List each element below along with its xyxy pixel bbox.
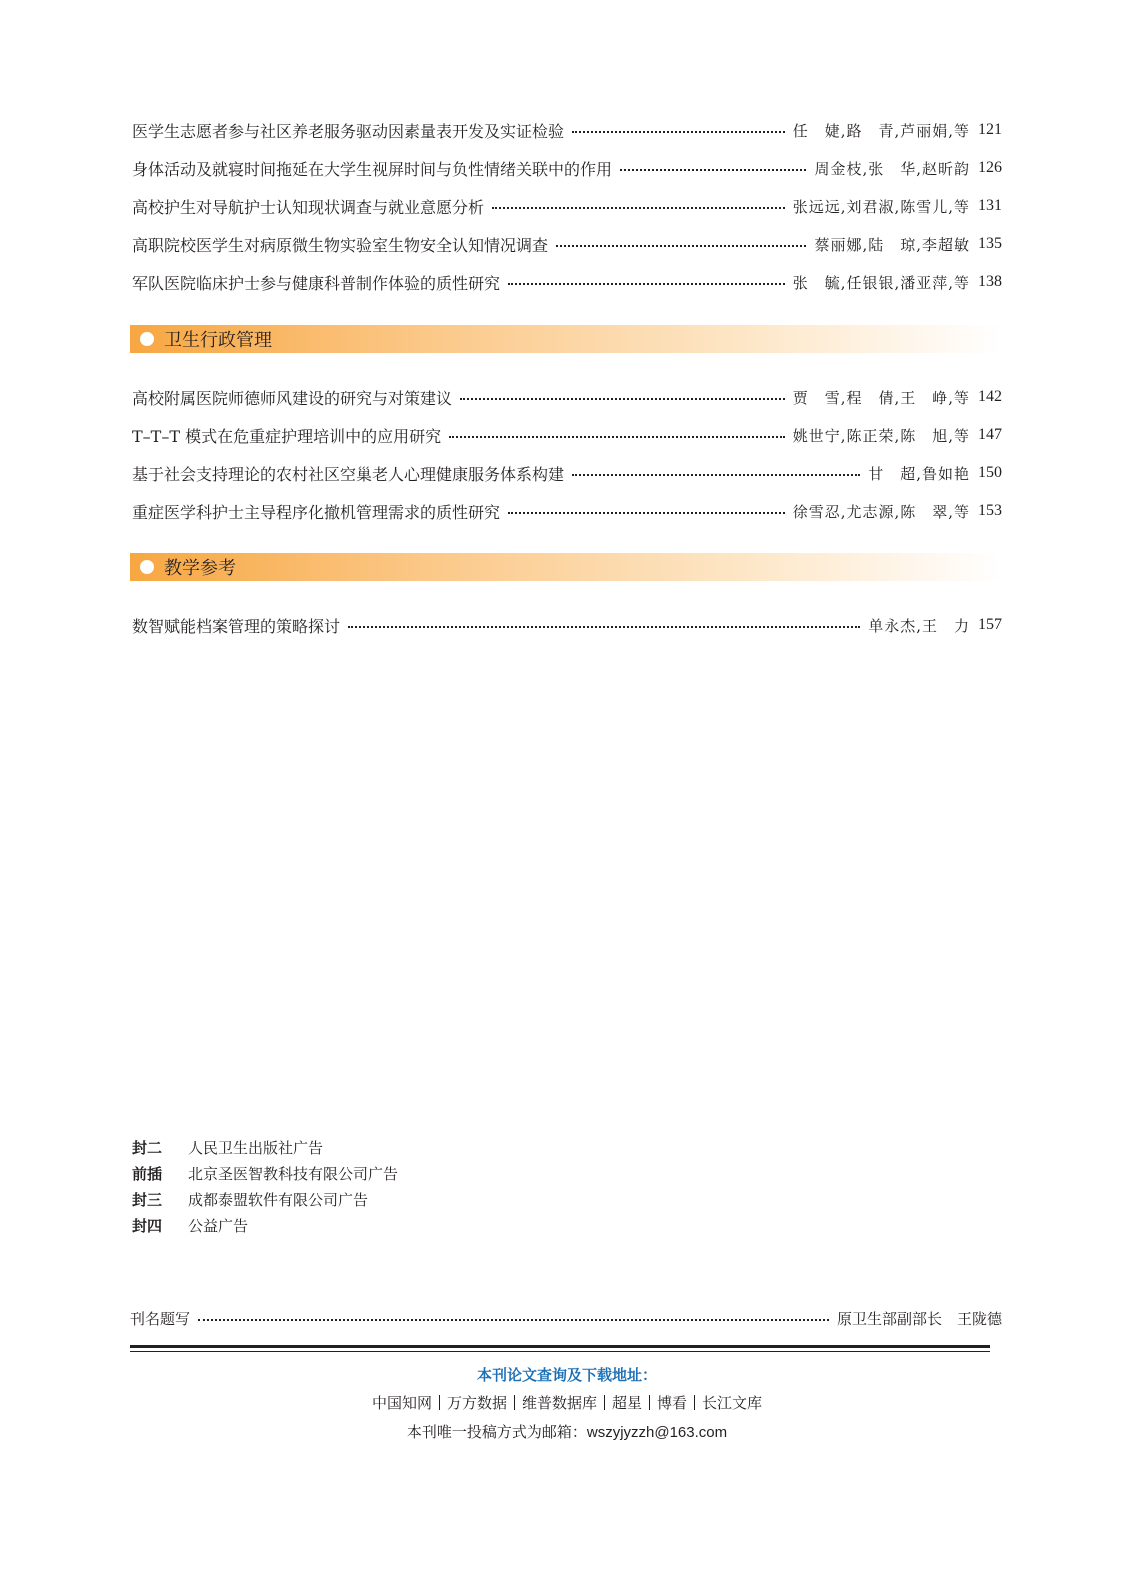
toc-entry[interactable] (132, 111, 1002, 149)
ad-label: 封三 (132, 1191, 163, 1209)
bullet-icon (140, 332, 154, 346)
ad-item (132, 1186, 398, 1212)
leader-dots (572, 474, 860, 476)
leader-dots (449, 436, 785, 438)
entry-page: 131 (978, 197, 1002, 214)
separator (694, 1395, 695, 1410)
entry-title: 基于社会支持理论的农村社区空巢老人心理健康服务体系构建 (132, 464, 565, 484)
toc-entry[interactable] (132, 378, 1002, 416)
database-link[interactable]: 维普数据库 (521, 1395, 597, 1412)
ad-label: 封二 (132, 1139, 163, 1157)
entry-authors: 贾 雪,程 倩,王 峥,等 (792, 388, 970, 407)
entry-authors: 甘 超,鲁如艳 (868, 464, 970, 483)
leader-dots (556, 245, 806, 247)
entry-authors: 周金枝,张 华,赵昕韵 (814, 159, 970, 178)
entry-page: 126 (978, 159, 1002, 176)
toc-section-1 (132, 111, 1002, 301)
masthead-credit (130, 1306, 1002, 1330)
entry-authors: 徐雪忍,尤志源,陈 翠,等 (792, 502, 970, 521)
divider (130, 1351, 990, 1352)
entry-authors: 单永杰,王 力 (868, 616, 970, 635)
section-heading-label: 教学参考 (164, 558, 236, 579)
entry-title: 身体活动及就寝时间拖延在大学生视屏时间与负性情绪关联中的作用 (132, 159, 613, 179)
entry-authors: 姚世宁,陈正荣,陈 旭,等 (792, 426, 970, 445)
toc-entry[interactable] (132, 187, 1002, 225)
section-heading (130, 325, 1002, 353)
entry-authors: 任 婕,路 青,芦丽娟,等 (792, 121, 970, 140)
ad-item (132, 1134, 398, 1160)
database-link[interactable]: 博看 (657, 1395, 688, 1412)
entry-page: 138 (978, 273, 1002, 290)
entry-title: 高职院校医学生对病原微生物实验室生物安全认知情况调查 (132, 235, 549, 255)
separator (439, 1395, 440, 1410)
ad-text: 人民卫生出版社广告 (188, 1138, 324, 1157)
database-link[interactable]: 万方数据 (446, 1395, 507, 1412)
section-heading-label: 卫生行政管理 (164, 330, 272, 351)
entry-title: 医学生志愿者参与社区养老服务驱动因素量表开发及实证检验 (132, 121, 565, 141)
ad-label: 前插 (132, 1165, 163, 1183)
entry-title: 重症医学科护士主导程序化撤机管理需求的质性研究 (132, 502, 501, 522)
toc-section-3 (132, 606, 1002, 644)
toc-entry[interactable] (132, 492, 1002, 530)
entry-title: 高校附属医院师德师风建设的研究与对策建议 (132, 388, 453, 408)
ad-item (132, 1160, 398, 1186)
entry-page: 150 (978, 464, 1002, 481)
toc-entry[interactable] (132, 263, 1002, 301)
entry-page: 157 (978, 616, 1002, 633)
toc-entry[interactable] (132, 416, 1002, 454)
entry-page: 135 (978, 235, 1002, 252)
leader-dots (508, 283, 785, 285)
leader-dots (620, 169, 806, 171)
separator (649, 1395, 650, 1410)
entry-title: 高校护生对导航护士认知现状调查与就业意愿分析 (132, 197, 485, 217)
toc-entry[interactable] (132, 606, 1002, 644)
database-list (0, 1392, 1134, 1413)
ad-text: 成都泰盟软件有限公司广告 (188, 1190, 369, 1209)
leader-dots (572, 131, 785, 133)
ad-text: 公益广告 (188, 1216, 249, 1235)
separator (514, 1395, 515, 1410)
entry-page: 142 (978, 388, 1002, 405)
separator (604, 1395, 605, 1410)
entry-title: T–T–T 模式在危重症护理培训中的应用研究 (132, 426, 442, 446)
entry-title: 军队医院临床护士参与健康科普制作体验的质性研究 (132, 273, 501, 293)
ad-item (132, 1212, 398, 1238)
leader-dots (348, 626, 860, 628)
toc-entry[interactable] (132, 225, 1002, 263)
leader-dots (492, 207, 785, 209)
ad-label: 封四 (132, 1217, 163, 1235)
submission-email: 本刊唯一投稿方式为邮箱：wszyjyzzh@163.com (406, 1424, 728, 1441)
entry-page: 121 (978, 121, 1002, 138)
toc-entry[interactable] (132, 149, 1002, 187)
entry-page: 153 (978, 502, 1002, 519)
bullet-icon (140, 560, 154, 574)
database-link[interactable]: 长江文库 (702, 1395, 763, 1412)
section-heading (130, 553, 1002, 581)
entry-authors: 蔡丽娜,陆 琼,李超敏 (814, 235, 970, 254)
database-link[interactable]: 中国知网 (371, 1395, 432, 1412)
leader-dots (198, 1319, 829, 1321)
leader-dots (508, 512, 785, 514)
masthead-credit-name: 原卫生部副部长 王陇德 (836, 1310, 1002, 1328)
ad-list (132, 1134, 398, 1238)
toc-entry[interactable] (132, 454, 1002, 492)
entry-title: 数智赋能档案管理的策略探讨 (132, 616, 341, 636)
masthead-label: 刊名题写 (130, 1310, 191, 1328)
leader-dots (460, 398, 785, 400)
divider (130, 1345, 990, 1348)
entry-authors: 张 毓,任银银,潘亚萍,等 (792, 273, 970, 292)
toc-section-2 (132, 378, 1002, 530)
database-link[interactable]: 超星 (612, 1395, 643, 1412)
footer-title: 本刊论文查询及下载地址： (476, 1367, 657, 1384)
entry-authors: 张远远,刘君淑,陈雪儿,等 (792, 197, 970, 216)
entry-page: 147 (978, 426, 1002, 443)
ad-text: 北京圣医智教科技有限公司广告 (188, 1164, 399, 1183)
